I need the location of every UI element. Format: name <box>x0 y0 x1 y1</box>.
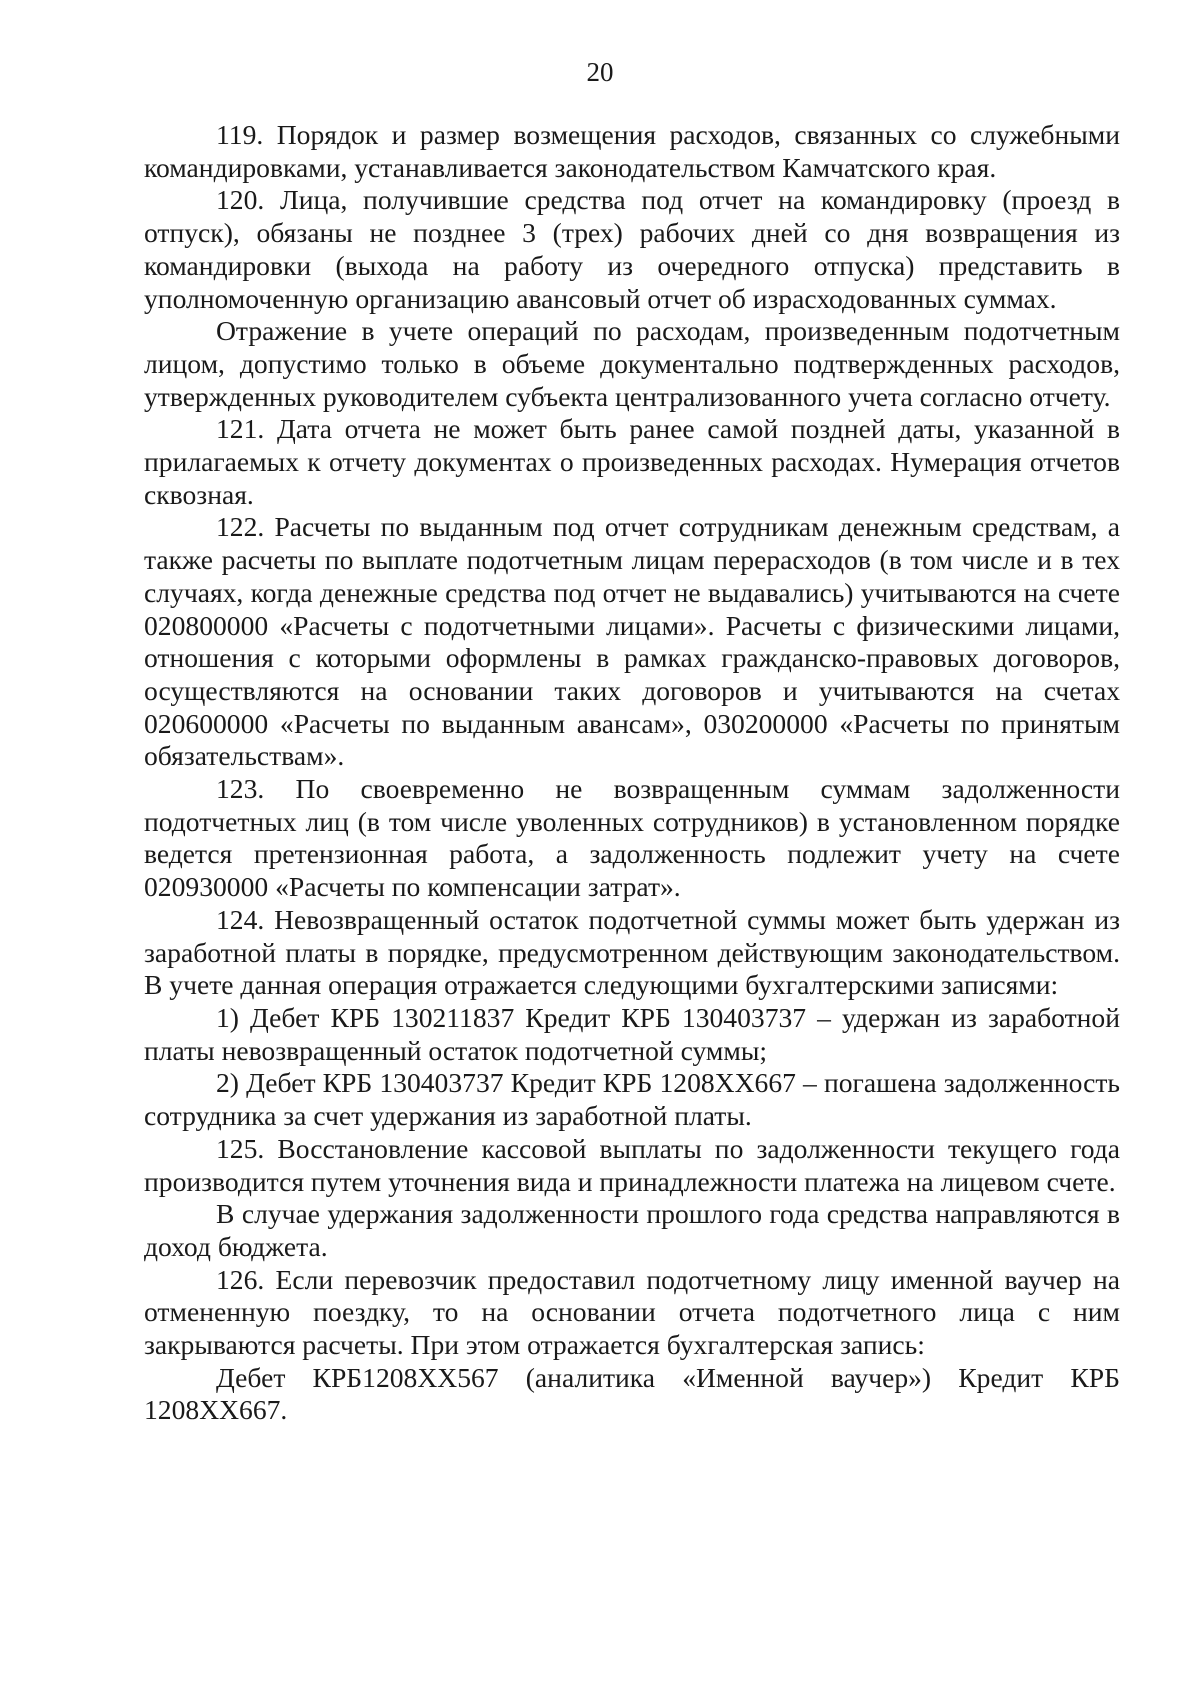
paragraph-125: 125. Восстановление кассовой выплаты по задолженности текущего года производится путем уточнения вида и принадлежности платежа на лицевом счете. <box>144 1132 1120 1197</box>
paragraph-124-entry-1: 1) Дебет КРБ 130211837 Кредит КРБ 130403737 – удержан из заработной платы невозвращенный остаток подотчетной суммы; <box>144 1001 1120 1066</box>
paragraph-122: 122. Расчеты по выданным под отчет сотрудникам денежным средствам, а также расчеты по выплате подотчетным лицам перерасходов (в том числе и в тех случаях, когда денежные средства под отчет не выдавались) учитываются на счете 020800000 «Расчеты с подотчетными лицами». Расчеты с физическими лицами, отношения с которыми оформлены в рамках гражданско-правовых договоров, осуществляются на основании таких договоров и учитываются на счетах 020600000 «Расчеты по выданным авансам», 030200000 «Расчеты по принятым обязательствам». <box>144 511 1120 772</box>
paragraph-126-entry: Дебет КРБ1208ХХ567 (аналитика «Именной ваучер») Кредит КРБ 1208ХХ667. <box>144 1361 1120 1426</box>
paragraph-123: 123. По своевременно не возвращенным суммам задолженности подотчетных лиц (в том числе уволенных сотрудников) в установленном порядке ведется претензионная работа, а задолженность подлежит учету на счете 020930000 «Расчеты по компенсации затрат». <box>144 773 1120 903</box>
paragraph-125-prior-year: В случае удержания задолженности прошлого года средства направляются в доход бюджета. <box>144 1198 1120 1262</box>
page-number: 20 <box>586 57 614 87</box>
paragraph-124-entry-2: 2) Дебет КРБ 130403737 Кредит КРБ 1208ХХ667 – погашена задолженность сотрудника за счет удержания из заработной платы. <box>144 1067 1120 1132</box>
paragraph-124: 124. Невозвращенный остаток подотчетной суммы может быть удержан из заработной платы в порядке, предусмотренном действующим законодательством. В учете данная операция отражается следующими бухгалтерскими записями: <box>144 903 1120 1001</box>
document-body <box>144 119 1120 1427</box>
paragraph-119: 119. Порядок и размер возмещения расходов, связанных со служебными командировками, устанавливается законодательством Камчатского края. <box>144 119 1120 183</box>
paragraph-120-reflection: Отражение в учете операций по расходам, произведенным подотчетным лицом, допустимо только в объеме документально подтвержденных расходов, утвержденных руководителем субъекта централизованного учета согласно отчету. <box>144 315 1120 412</box>
paragraph-126: 126. Если перевозчик предоставил подотчетному лицу именной ваучер на отмененную поездку, то на основании отчета подотчетного лица с ним закрываются расчеты. При этом отражается бухгалтерская запись: <box>144 1263 1120 1361</box>
paragraph-120: 120. Лица, получившие средства под отчет на командировку (проезд в отпуск), обязаны не позднее 3 (трех) рабочих дней со дня возвращения из командировки (выхода на работу из очередного отпуска) представить в уполномоченную организацию авансовый отчет об израсходованных суммах. <box>144 184 1120 314</box>
paragraph-121: 121. Дата отчета не может быть ранее самой поздней даты, указанной в прилагаемых к отчету документах о произведенных расходах. Нумерация отчетов сквозная. <box>144 413 1120 510</box>
